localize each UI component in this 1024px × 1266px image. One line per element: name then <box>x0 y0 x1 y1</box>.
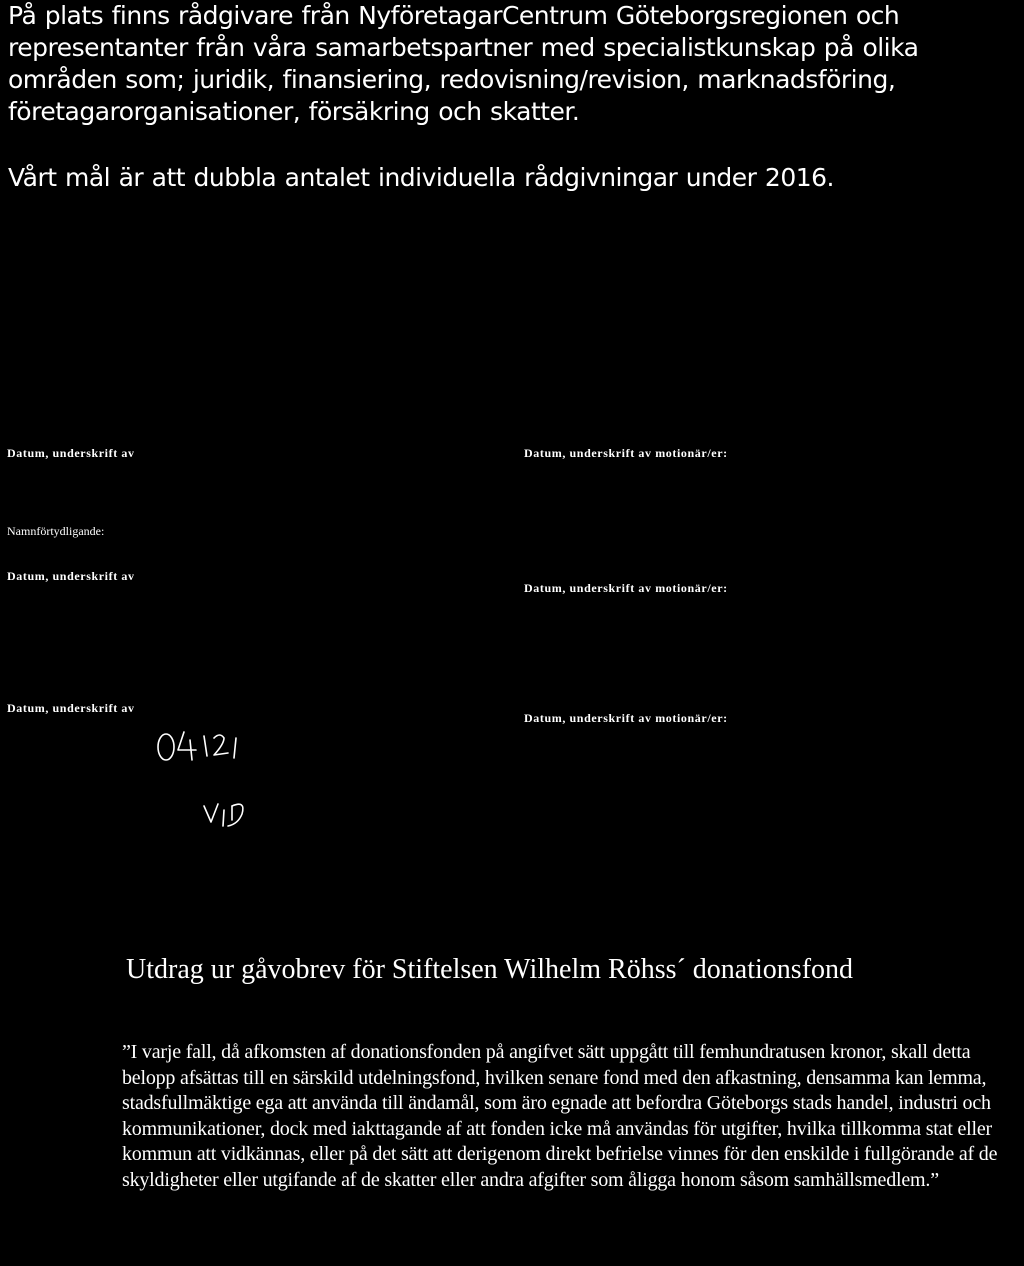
handwritten-initials <box>198 790 348 850</box>
handwritten-annotation <box>150 720 300 830</box>
signature-label-3-right: Datum, underskrift av motionär/er: <box>524 711 728 725</box>
intro-paragraph: På plats finns rådgivare från NyföretagarCentrum Göteborgsregionen och representanter från våra samarbetspartner med specialistkunskap på olika områden som; juridik, finansiering, redovisning/revision, marknadsföring, företagarorganisationer, försäkring och skatter. <box>8 1 919 126</box>
signature-label-2-right: Datum, underskrift av motionär/er: <box>524 581 728 595</box>
name-clarification-label: Namnförtydligande: <box>7 524 105 538</box>
signature-label-1-right: Datum, underskrift av motionär/er: <box>524 446 728 460</box>
signature-label-3-left: Datum, underskrift av <box>7 701 135 715</box>
goal-statement: Vårt mål är att dubbla antalet individuella rådgivningar under 2016. <box>8 163 834 192</box>
signature-label-2-left: Datum, underskrift av <box>7 569 135 583</box>
signature-label-1-left: Datum, underskrift av <box>7 446 135 460</box>
gift-letter-quote: ”I varje fall, då afkomsten af donationsfonden på angifvet sätt uppgått till femhundratusen kronor, skall detta belopp afsättas till en särskild utdelningsfond, hvilken senare fond med den afkastning, densamma kan lemma, stadsfullmäktige ega att använda till ändamål, som äro egnade att befordra Göteborgs stads handel, industri och kommunikationer, dock med iakttagande af att fonden icke må användas för utgifter, hvilka tillkomma stat eller kommun att vidkännas, eller på det sätt att derigenom direkt befrielse vinnes för den enskilde i fullgörande af de skyldigheter eller utgifande af de skatter eller andra afgifter som åligga honom såsom samhällsmedlem.” <box>122 1041 998 1191</box>
gift-letter-title: Utdrag ur gåvobrev för Stiftelsen Wilhelm Röhss´ donationsfond <box>126 954 854 985</box>
